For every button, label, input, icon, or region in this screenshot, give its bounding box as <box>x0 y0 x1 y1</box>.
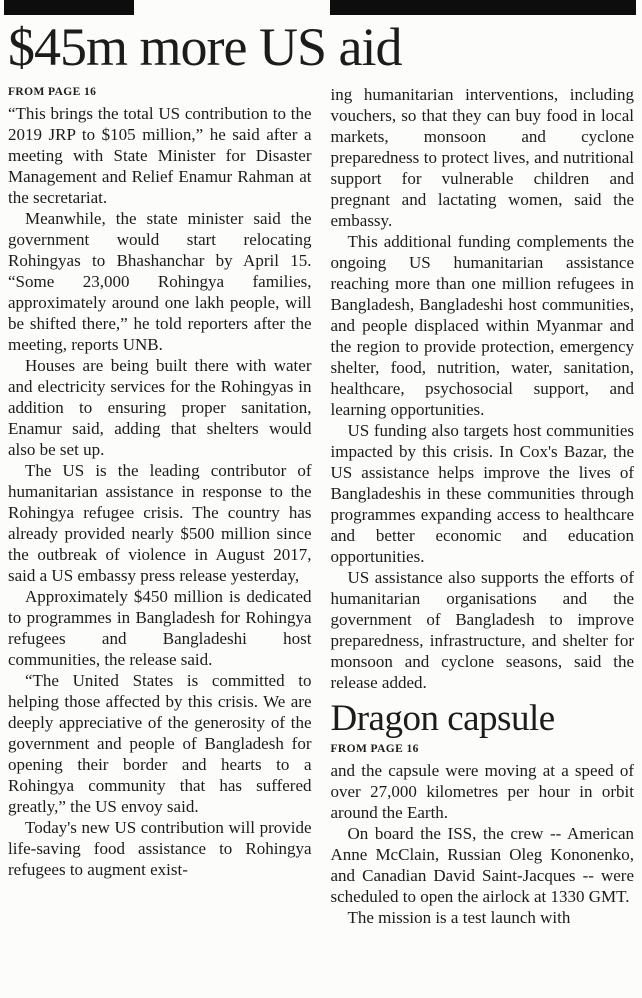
article1-kicker: FROM PAGE 16 <box>8 86 97 99</box>
paragraph: US assistance also supports the efforts of humanitarian organisations and the government of Bangladesh to improve preparedness, infrastructure, and shelter for monsoon and cyclone seasons, said the release added. <box>330 568 634 693</box>
top-photo-crop-strip <box>6 0 636 15</box>
article2-headline: Dragon capsule <box>330 698 555 740</box>
article2-kicker: FROM PAGE 16 <box>330 742 419 755</box>
paragraph: US funding also targets host communities impacted by this crisis. In Cox's Bazar, the US assistance helps improve the lives of Bangladeshis in these communities through programmes expanding access to healthcare and better economic and education opportunities. <box>330 421 634 567</box>
paragraph: The US is the leading contributor of humanitarian assistance in response to the Rohingya refugee crisis. The country has already provided nearly $500 million since the outbreak of violence in August 2017, said a US embassy press release yesterday, <box>8 461 312 586</box>
paragraph: On board the ISS, the crew -- American Anne McClain, Russian Oleg Kononenko, and Canadian David Saint-Jacques -- were scheduled to open the airlock at 1330 GMT. <box>330 823 634 906</box>
photo-crop-right <box>330 0 636 15</box>
paragraph: Today's new US contribution will provide life-saving food assistance to Rohingya refugees to augment exist- <box>8 818 312 880</box>
paragraph: The mission is a test launch with <box>347 907 571 927</box>
article1-headline: $45m more US aid <box>8 17 402 77</box>
photo-crop-left <box>4 0 134 15</box>
article-columns <box>6 84 636 928</box>
article1-column-1 <box>8 84 312 928</box>
article1-column-2 <box>331 84 635 928</box>
paragraph: This additional funding complements the ongoing US humanitarian assistance reaching more than one million refugees in Bangladesh, Bangladeshi host communities, and people displaced within Myanmar and the region to provide protection, emergency shelter, food, nutrition, water, sanitation, healthcare, psychosocial support, and learning opportunities. <box>330 232 634 420</box>
paragraph: “This brings the total US contribution to the 2019 JRP to $105 million,” he said after a meeting with State Minister for Disaster Management and Relief Enamur Rahman at the secretariat. <box>8 104 312 208</box>
paragraph: Meanwhile, the state minister said the government would start relocating Rohingyas to Bhashanchar by April 15. “Some 23,000 Rohingya families, approximately around one lakh people, will be shifted there,” he told reporters after the meeting, reports UNB. <box>8 209 312 355</box>
paragraph-continuation: ing humanitarian interventions, including vouchers, so that they can buy food in local markets, monsoon and cyclone preparedness to protect lives, and nutritional support for vulnerable children and pregnant and lactating women, said the embassy. <box>330 85 634 231</box>
paragraph: Approximately $450 million is dedicated to programmes in Bangladesh for Rohingya refugees and Bangladeshi host communities, the release said. <box>8 587 312 670</box>
paragraph: and the capsule were moving at a speed of over 27,000 kilometres per hour in orbit around the Earth. <box>330 760 634 822</box>
paragraph: “The United States is committed to helping those affected by this crisis. We are deeply appreciative of the generosity of the government and people of Bangladesh for opening their border and hearts to a Rohingya community that has suffered greatly,” the US envoy said. <box>8 671 312 817</box>
paragraph: Houses are being built there with water and electricity services for the Rohingyas in addition to ensuring proper sanitation, Enamur said, adding that shelters would also be set up. <box>8 356 312 460</box>
